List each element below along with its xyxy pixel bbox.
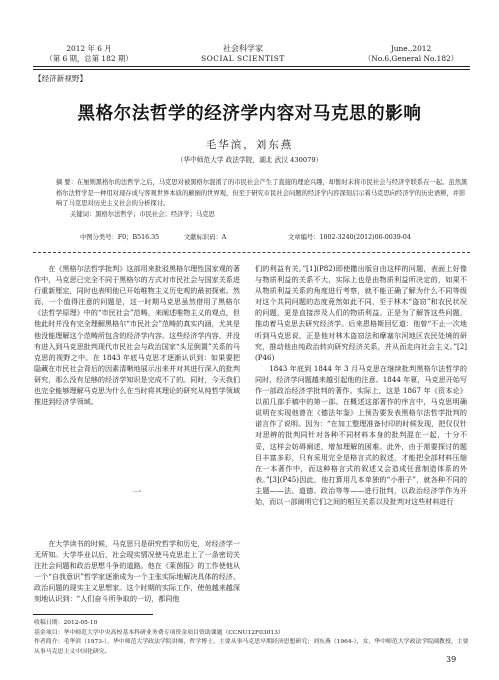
section-tag: 【经济新视野】 bbox=[34, 74, 88, 83]
right-paragraph-1: 们的利益有关。”[1](P82)即使撒出版自由这样的问题，表面上好像与物质利益的关系不大，实际上也是由物质利益所决定的，如果不从物质利益关系的角度进行考察，就不能正确了解为什么不同等级对这个共同问题的态度竟然如此不同，至于林木“盗窃”和农民状况的问题，更是直接涉及人们的物质利益。正是为了解答这些问题，推动着马克思去研究经济学。后来恩格斯回忆道：他曾“不止一次地听到马克思说，正是他对林木盗窃法和摩塞尔河地区农民处境的研究，推动他由纯政治转向研究经济关系，并从而走向社会主义。”[2](P46) bbox=[255, 264, 467, 362]
keywords-text: 关键词：黑格尔法哲学；市民社会；经济学；马克思 bbox=[70, 210, 215, 218]
body-left-column-intro bbox=[34, 263, 240, 407]
journal-name-en: SOCIAL SCIENTIST bbox=[201, 54, 285, 63]
article-title: 黑格尔法哲学的经济学内容对马克思的影响 bbox=[77, 104, 422, 124]
right-paragraph-2: 1843 年底到 1844 年 3 月马克思在继续批判黑格尔法哲学的同时，经济学问题越来越引起他的注意。1844 年夏，马克思开始写作一部政治经济学批判的著作。实际上，这是 1867 年《资本论》以前几部手稿中的第一部。在概述这部著作的序言中，马克思明确说明在实现他曾在《德法年鉴》上预告要发表黑格尔法哲学批判的诺言作了说明。因为：“在加工整理准备付印的时候发现，把仅仅针对思辨的批判同针对各种不同材料本身的批判混在一起，十分不妥，这样会妨碍阐述，增加理解的困难。此外，由于需要探讨的题目丰富多彩，只有采用完全是格言式的叙述，才能把全部材料压缩在一本著作中，而这种格言式的叙述又会造成任意制造体系的外表。”[3](P45)因此，他打算用几本单独的“小册子”，就各种不同的主题——法、道德、政治等等——进行批判，以政治经济学作为开始，而以一部阐明它们之间的相互关系以及批判对这些材料进行 bbox=[255, 363, 467, 506]
author-bio: 作者简介：毛华滨（1973-），华中师范大学政法学院讲师，哲学博士，主要从事马克思早期经济思想研究；刘东燕（1964-），女，华中师范大学政法学院副教授，主要从事马克思主义中国化研究。 bbox=[34, 639, 469, 655]
clc-number: 中图分类号：F0；B516.35 bbox=[80, 234, 160, 241]
running-header-right bbox=[355, 44, 467, 64]
article-authors: 毛华滨，刘东燕 bbox=[205, 139, 294, 151]
section-one-paragraph: 在大学读书的时候，马克思只是研究哲学和历史，对经济学一无所知。大学毕业以后，社会现实情况使马克思走上了一条密切关注社会问题和政治思想斗争的道路。他在《莱茵报》的工作使他从一个“自我意识”哲学家逐渐成为一个主张实际地解决具体的经济、政治问题的现实主义思想家。这个时期的实际工作，使他越来越深刻地认识到：“人们奋斗所争取的一切，都同他 bbox=[34, 539, 240, 604]
received-date: 收稿日期：2012-05-10 bbox=[34, 620, 98, 626]
body-left-column-section bbox=[34, 538, 240, 605]
article-number: 文章编号：1002-3240(2012)06-0039-04 bbox=[288, 234, 411, 241]
running-header-center bbox=[188, 44, 298, 64]
author-affiliation: （华中师范大学 政法学院，湖北 武汉 430079） bbox=[176, 156, 323, 164]
issue-number: （第 6 期，总第 182 期） bbox=[45, 54, 133, 63]
issue-date: 2012 年 6 月 bbox=[66, 44, 112, 53]
running-header-left bbox=[44, 44, 134, 64]
header-rule-thick bbox=[33, 66, 470, 67]
footnote-rule bbox=[33, 614, 153, 615]
body-right-column bbox=[255, 263, 467, 507]
header-rule-thin bbox=[33, 69, 470, 70]
abstract-divider bbox=[33, 252, 470, 253]
journal-name-cn: 社会科学家 bbox=[223, 44, 263, 53]
page-number: 39 bbox=[446, 655, 457, 664]
abstract-text: 摘 要：在厘则黑格尔的法哲学之后，马克思对被黑格尔混淆了的市民社会产生了直接的理论兴趣，却暂时未将市民社会与经济学联系在一起。虽然黑格尔法哲学是一种用对现存成与客观世界本质的颠倒的世界观，但至于研究市民社会问题的经济学内容深刻启示着马克思向经济学的历史语辨，并影响了马克思对历史主义社会的分析探讨。 bbox=[56, 179, 468, 208]
fund-project: 基金项目：华中师范大学中央高校基本科研业务费专项资金项目资助课题（CCNU12F03013） bbox=[34, 629, 284, 636]
intro-paragraph: 在《黑格尔法哲学批判》这部用来批驳黑格尔理性国家观的著作中，马克思已完全不同于黑格尔的方式对市民社会与国家关系进行重新厘定，同时也表明他已开始唯物主义历史观的最初探索。然而，一个值得注意的问题是，这一时期马克思虽然借用了黑格尔《法哲学原理》中的“市民社会”范畴，来阐述唯物主义的观点，但他此时并没有完全理解黑格尔“市民社会”范畴的真实内涵，尤其是他没能理解这个范畴所包含的经济学内容。这些经济学内容，并没有进入到马克思批判现代市民社会与政治国家“头足倒置”关系的马克思的视野之中。在 1843 年底马克思才逐渐认识到：如果要把隐藏在市民社会背后的因素清晰地展示出来并对其进行深入的批判研究，那么没有足够的经济学知识是完成不了的。同时，今天我们也完全能够理解马克思为什么在当时将其理论的研究从纯哲学领域推进到经济学领域。 bbox=[34, 264, 240, 407]
issue-date-en: June.,2012 bbox=[390, 44, 432, 53]
abstract-block bbox=[56, 178, 471, 220]
footnote-block bbox=[34, 619, 470, 657]
section-heading-one: 一 bbox=[132, 488, 142, 498]
issue-number-en: （No.6,General No.182） bbox=[363, 54, 459, 63]
document-code: 文献标识码：A bbox=[184, 234, 227, 241]
